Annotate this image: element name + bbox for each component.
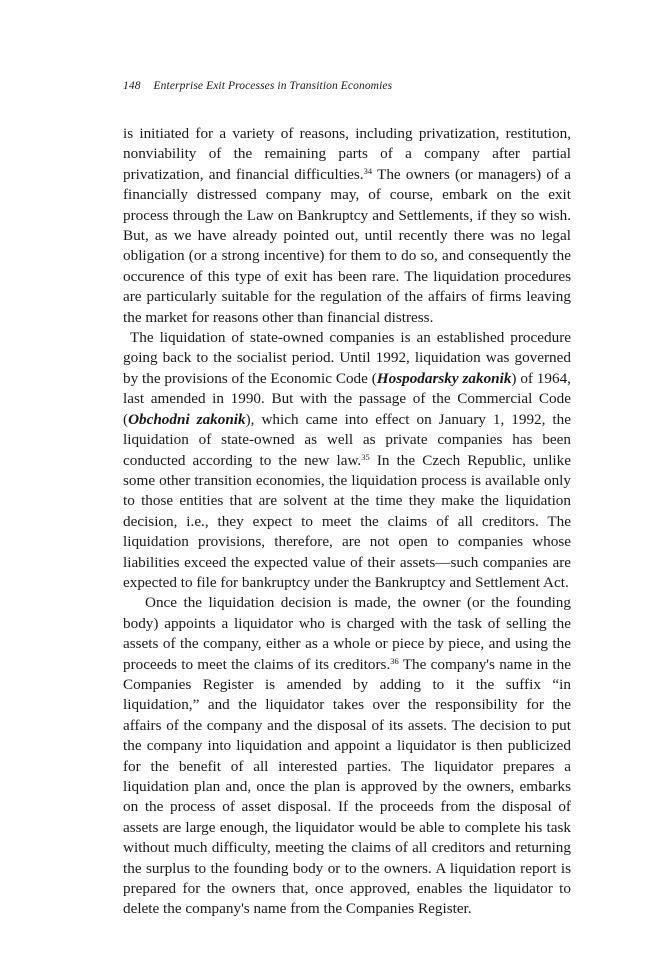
paragraph-2-text-b: ) of 1964, last amended in 1990. But with the passage of the Commercial Code (: [123, 369, 571, 428]
paragraph-3-text-b: The company's name in the Companies Register is amended by adding to it the suffix “in liquidation,” and the liquidator takes over the responsibility for the affairs of the company and the disposal of its assets. The decision to put the company into liquidation and appoint a liquidator is then publicized for the benefit of all interested parties. The liquidator prepares a liquidation plan and, once the plan is approved by the owners, embarks on the process of asset disposal. If the proceeds from the disposal of assets are large enough, the liquidator would be able to complete his task without much difficulty, meeting the claims of all creditors and returning the surplus to the founding body or to the owners. A liquidation report is prepared for the owners that, once approved, enables the liquidator to delete the company's name from the Companies Register.: [123, 655, 571, 918]
footnote-ref-36: 36: [390, 655, 399, 666]
paragraph-2: [123, 328, 571, 593]
paragraph-1-text-a: is initiated for a variety of reasons, including privatization, restitution, nonviability of the remaining parts of a company after partial privatization, and financial difficulties.: [123, 125, 571, 183]
paragraph-3-text-a: Once the liquidation decision is made, the owner (or the founding body) appoints a liquidator who is charged with the task of selling the assets of the company, either as a whole or piece by piece, and using the proceeds to meet the claims of its creditors.: [123, 594, 571, 673]
paragraph-2-text-d: In the Czech Republic, unlike some other transition economies, the liquidation process is available only to those entities that are solvent at the time they make the liquidation decision, i.e., they expect to meet the claims of all creditors. The liquidation provisions, therefore, are not open to companies whose liabilities exceed the expected value of their assets—such companies are expected to file for bankruptcy under the Bankruptcy and Settlement Act.: [123, 451, 571, 591]
paragraph-1: [123, 124, 571, 328]
paragraph-1-text-b: The owners (or managers) of a financially distressed company may, of course, embark on the exit process through the Law on Bankruptcy and Settlements, if they so wish. But, as we have already pointed out, until recently there was no legal obligation (or a strong incentive) for them to do so, and consequently the occurence of this type of exit has been rare. The liquidation procedures are particularly suitable for the regulation of the affairs of firms leaving the market for reasons other than financial distress.: [123, 165, 571, 326]
running-head: [123, 80, 392, 92]
body-text: [123, 124, 571, 920]
paragraph-3: [123, 593, 571, 920]
paragraph-2-text-a: The liquidation of state-owned companies is an established procedure going back to the socialist period. Until 1992, liquidation was governed by the provisions of the Economic Code (: [123, 329, 571, 387]
paragraph-2-text-c: ), which came into effect on January 1, 1992, the liquidation of state-owned as well as private companies has been conducted according to the new law.: [123, 410, 571, 469]
page-number: 148: [123, 80, 141, 92]
footnote-ref-34: 34: [363, 165, 373, 176]
footnote-ref-35: 35: [361, 451, 370, 462]
running-title: Enterprise Exit Processes in Transition Economies: [153, 80, 393, 92]
economic-code-title: Hospodarsky zakonik: [376, 369, 512, 387]
commercial-code-title: Obchodni zakonik: [128, 410, 246, 428]
